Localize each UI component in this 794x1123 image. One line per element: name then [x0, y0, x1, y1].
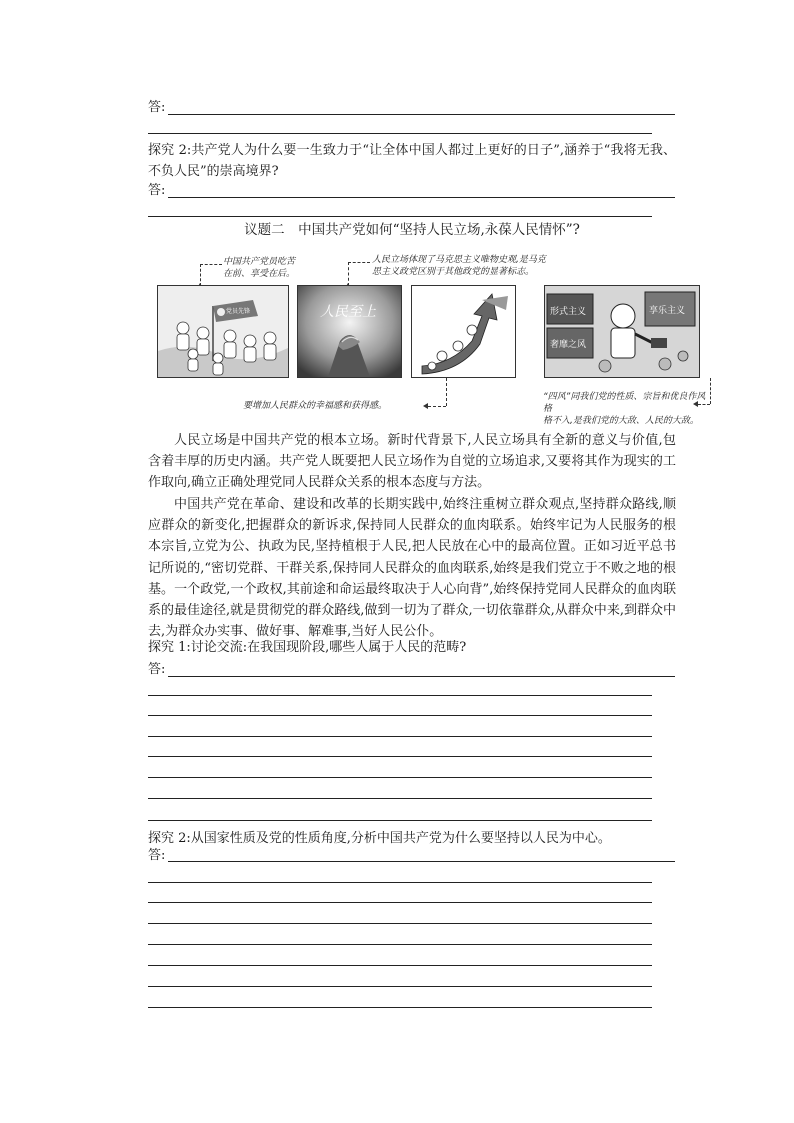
answer-line[interactable]	[148, 715, 652, 716]
answer-line[interactable]	[148, 1007, 652, 1008]
answer-line[interactable]	[168, 114, 675, 115]
illustration-strip	[150, 248, 706, 426]
panel4-label-2: 享乐主义	[649, 306, 686, 316]
panel-party-members	[157, 285, 289, 378]
callout-connector	[428, 406, 446, 407]
answer-line[interactable]	[148, 923, 652, 924]
four-winds-illustration	[545, 286, 699, 377]
answer-line[interactable]	[148, 882, 652, 883]
answer-line[interactable]	[148, 777, 652, 778]
answer-line[interactable]	[148, 736, 652, 737]
arrow-icon	[693, 401, 698, 407]
answer-line[interactable]	[148, 695, 652, 696]
answer-line[interactable]	[148, 216, 652, 217]
answer-line[interactable]	[148, 133, 652, 134]
callout-top-middle: 人民立场体现了马克思主义唯物史观,是马克 思主义政党区别于其他政党的显著标志。	[372, 255, 546, 277]
section-title: 议题二 中国共产党如何“坚持人民立场,永葆人民情怀”?	[244, 222, 580, 238]
answer-line[interactable]	[148, 756, 652, 757]
paragraph-people-stance: 人民立场是中国共产党的根本立场。新时代背景下,人民立场具有全新的意义与价值,包含着丰厚的历史内涵。共产党人既要把人民立场作为自觉的立场追求,又要将其作为现实的工作取向,确立正确处理党同人民群众关系的根本态度与方法。	[148, 433, 676, 491]
answer-label-3: 答:	[148, 662, 166, 677]
flag-text: 党员先锋	[226, 308, 251, 315]
callout-connector	[710, 378, 711, 404]
panel-four-winds	[544, 285, 700, 378]
answer-line[interactable]	[148, 820, 652, 821]
callout-top-left: 中国共产党员吃苦 在前、享受在后。	[223, 257, 296, 279]
people-first-text: 人民至上	[320, 304, 376, 320]
answer-line[interactable]	[148, 944, 652, 945]
answer-label-4: 答:	[148, 848, 166, 863]
panel-rising-arrow	[411, 285, 516, 378]
arrow-icon	[423, 403, 428, 409]
answer-line[interactable]	[168, 676, 675, 677]
answer-line[interactable]	[148, 902, 652, 903]
paragraph-mass-line: 中国共产党在革命、建设和改革的长期实践中,始终注重树立群众观点,坚持群众路线,顺应群众的新变化,把握群众的新诉求,保持同人民群众的血肉联系。始终牢记为人民服务的根本宗旨,立党为公、执政为民,坚持植根于人民,把人民放在心中的最高位置。正如习近平总书记所说的,“密切党群、干群关系,保持同人民群众的血肉联系,始终是我们党立于不败之地的根基。一个政党,一个政权,其前途和命运最终取决于人心向背”,始终保持党同人民群众的血肉联系的最佳途径,就是贯彻党的群众路线,做到一切为了群众,一切依靠群众,从群众中来,到群众中去,为群众办实事、做好事、解难事,当好人民公仆。	[148, 497, 676, 640]
callout-connector	[200, 264, 222, 265]
answer-line[interactable]	[168, 197, 675, 198]
inquiry-2-question: 探究 2:从国家性质及党的性质角度,分析中国共产党为什么要坚持以人民为中心。	[148, 831, 611, 846]
inquiry-2-question-top: 探究 2:共产党人为什么要一生致力于“让全体中国人都过上更好的日子”,涵养于“我将无我、不负人民”的崇高境界?	[148, 143, 676, 180]
answer-line[interactable]	[148, 798, 652, 799]
answer-line[interactable]	[148, 986, 652, 987]
answer-label-1: 答:	[148, 100, 166, 115]
inquiry-1-question: 探究 1:讨论交流:在我国现阶段,哪些人属于人民的范畴?	[148, 640, 467, 655]
panel4-label-3: 奢靡之风	[550, 340, 587, 350]
party-members-illustration	[158, 286, 288, 377]
callout-bottom-right: “四风”同我们党的性质、宗旨和优良作风格 格不入,是我们党的大敌、人民的大敌。	[543, 392, 706, 426]
callout-bottom-left: 要增加人民群众的幸福感和获得感。	[243, 401, 388, 411]
callout-connector	[348, 262, 370, 263]
answer-label-2: 答:	[148, 183, 166, 198]
answer-line[interactable]	[168, 861, 675, 862]
callout-connector	[698, 404, 710, 405]
clasped-hands-illustration	[298, 286, 401, 377]
rising-arrow-illustration	[412, 286, 515, 377]
panel-people-first	[297, 285, 402, 378]
panel4-label-1: 形式主义	[550, 307, 587, 317]
answer-line[interactable]	[148, 965, 652, 966]
callout-connector	[446, 378, 447, 406]
